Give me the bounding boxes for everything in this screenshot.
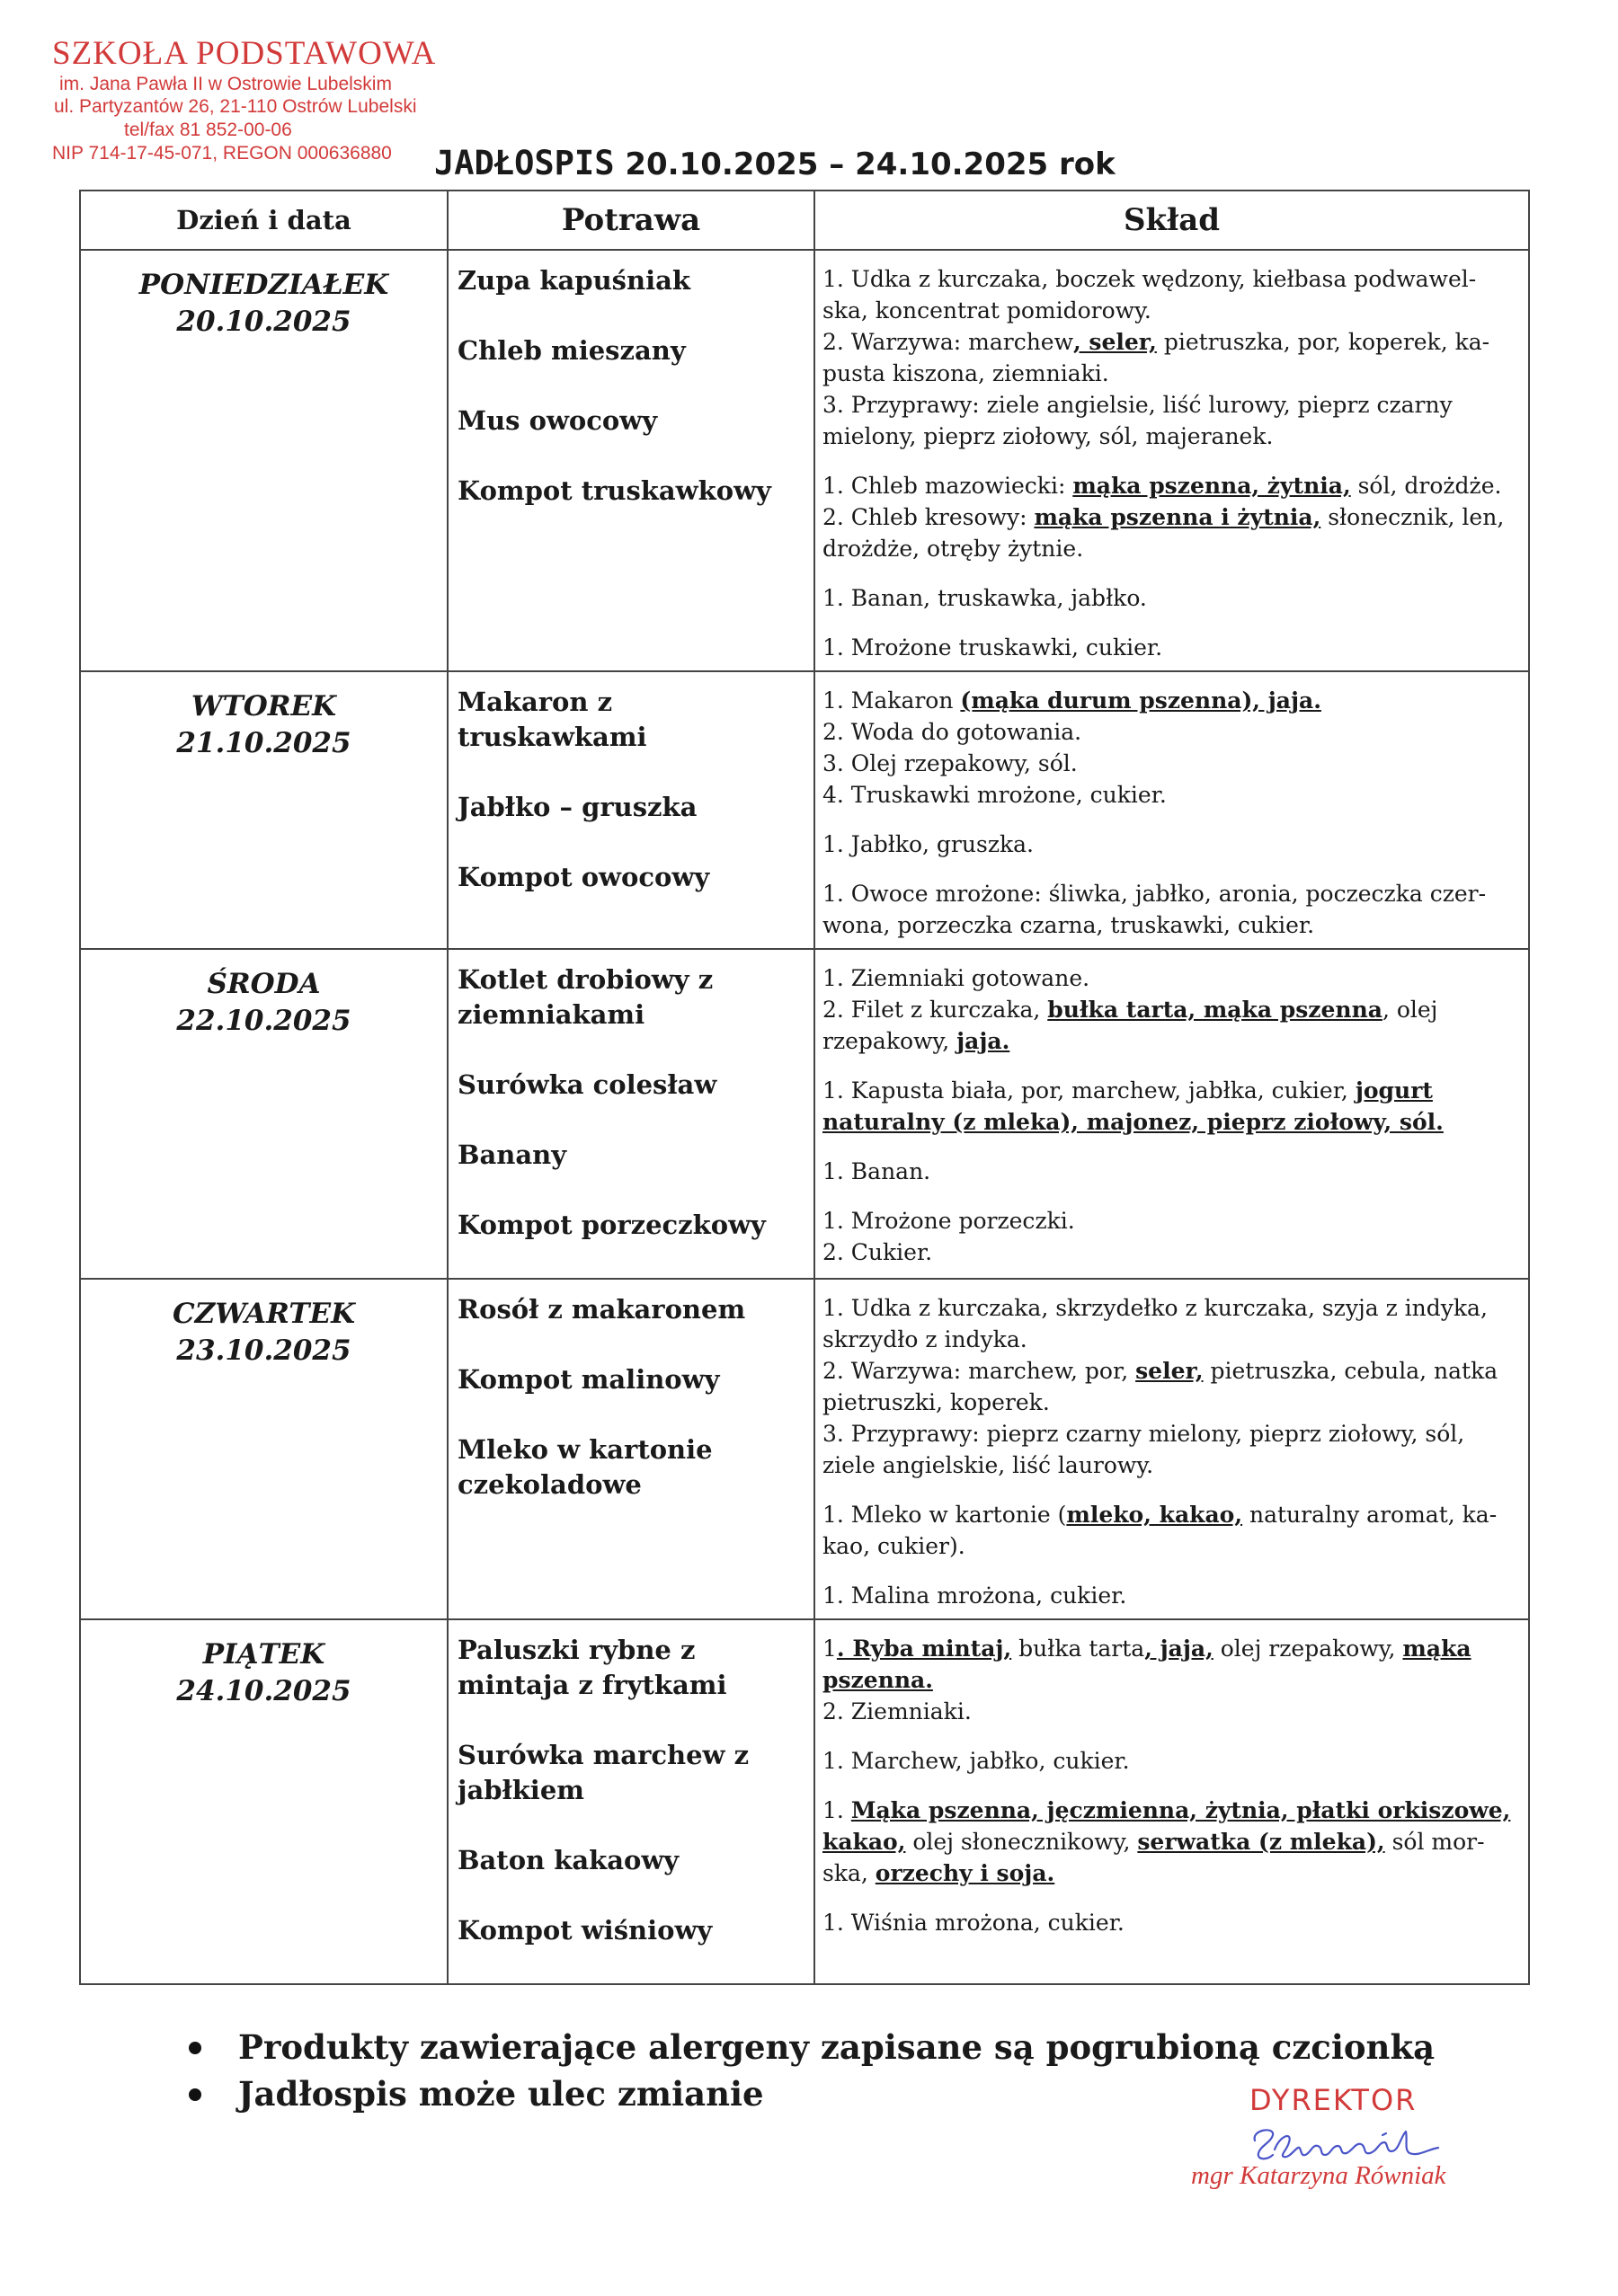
- allergen-text: bułka tarta, mąka pszenna: [1047, 997, 1382, 1023]
- ingredient-line: [822, 1633, 1516, 1664]
- ingredient-line: [822, 358, 1516, 389]
- stamp-address: ul. Partyzantów 26, 21-110 Ostrów Lubelski: [54, 96, 417, 118]
- day-cell: [80, 671, 448, 949]
- ingredient-line: [822, 1696, 1516, 1727]
- dish-name: Kompot malinowy: [458, 1364, 720, 1395]
- day-date: 20.10.2025: [176, 306, 351, 338]
- allergen-text: orzechy i soja.: [875, 1860, 1055, 1886]
- ingredient-group: [822, 1499, 1516, 1562]
- stamp-school-name: SZKOŁA PODSTAWOWA: [52, 35, 437, 72]
- composition-cell: [814, 1279, 1529, 1619]
- ingredient-text: 2. Warzywa: marchew: [822, 329, 1074, 355]
- ingredient-text: 1. Malina mrożona, cukier.: [822, 1582, 1127, 1609]
- ingredient-line: [822, 909, 1516, 941]
- ingredient-line: [822, 994, 1516, 1025]
- ingredient-line: [822, 1205, 1516, 1237]
- day-cell: [80, 250, 448, 671]
- ingredient-text: słonecznik, len,: [1320, 504, 1505, 530]
- ingredient-line: [822, 1075, 1516, 1106]
- ingredient-text: sól, drożdże.: [1350, 473, 1502, 499]
- ingredient-text: , olej: [1382, 997, 1438, 1023]
- dish-name: Mus owocowy: [458, 405, 658, 436]
- ingredient-text: pietruszki, koperek.: [822, 1389, 1050, 1415]
- ingredient-text: 1: [822, 1636, 837, 1662]
- ingredient-line: [822, 582, 1516, 614]
- dish-name: Paluszki rybne z mintaja z frytkami: [458, 1635, 727, 1700]
- page-title: [434, 144, 1116, 182]
- dish-name: Kotlet drobiowy z ziemniakami: [458, 964, 714, 1030]
- menu-row: [80, 949, 1529, 1279]
- dish-name: Zupa kapuśniak: [458, 265, 690, 296]
- dish-name: Surówka colesław: [458, 1069, 717, 1100]
- ingredient-group: [822, 829, 1516, 860]
- stamp-phone: tel/fax 81 852-00-06: [124, 119, 292, 140]
- ingredient-text: mielony, pieprz ziołowy, sól, majeranek.: [822, 423, 1274, 449]
- ingredient-group: [822, 1580, 1516, 1611]
- school-stamp: [52, 36, 436, 164]
- ingredient-group: [822, 1156, 1516, 1187]
- ingredient-group: [822, 582, 1516, 614]
- ingredient-group: [822, 1205, 1516, 1268]
- ingredient-group: [822, 1795, 1516, 1889]
- ingredient-text: kao, cukier).: [822, 1533, 965, 1559]
- ingredient-line: [822, 779, 1516, 811]
- note-changes: Jadłospis może ulec zmianie: [189, 2070, 1435, 2117]
- day-date: 22.10.2025: [176, 1005, 351, 1037]
- ingredient-text: 3. Przyprawy: ziele angielsie, liść lurowy, pieprz czarny: [822, 392, 1453, 418]
- ingredient-text: ska,: [822, 1860, 876, 1886]
- ingredient-group: [822, 263, 1516, 452]
- ingredient-text: 1. Mrożone porzeczki.: [822, 1208, 1075, 1234]
- ingredient-line: [822, 1025, 1516, 1057]
- ingredient-text: 1. Banan.: [822, 1158, 931, 1184]
- ingredient-line: [822, 1826, 1516, 1857]
- dish-name: Jabłko – gruszka: [458, 792, 698, 822]
- ingredient-text: 1. Makaron: [822, 687, 961, 714]
- dish-name: Banany: [458, 1139, 567, 1170]
- stamp-patron: im. Jana Pawła II w Ostrowie Lubelskim: [59, 73, 392, 94]
- ingredient-text: 3. Przyprawy: pieprz czarny mielony, pieprz ziołowy, sól,: [822, 1421, 1465, 1447]
- ingredient-line: [822, 1530, 1516, 1562]
- ingredient-text: ska, koncentrat pomidorowy.: [822, 297, 1151, 324]
- dishes-cell: [448, 949, 814, 1279]
- ingredient-group: [822, 1292, 1516, 1481]
- ingredient-group: [822, 878, 1516, 941]
- day-cell: [80, 1619, 448, 1984]
- day-cell: [80, 949, 448, 1279]
- day-date: 23.10.2025: [176, 1334, 351, 1367]
- ingredient-line: [822, 716, 1516, 748]
- ingredient-line: [822, 685, 1516, 716]
- dish-name: Rosół z makaronem: [458, 1294, 746, 1325]
- day-date: 21.10.2025: [176, 727, 351, 759]
- menu-row: [80, 250, 1529, 671]
- ingredient-text: wona, porzeczka czarna, truskawki, cukier.: [822, 912, 1315, 938]
- ingredient-text: pietruszka, por, koperek, ka-: [1156, 329, 1490, 355]
- ingredient-line: [822, 1795, 1516, 1826]
- ingredient-line: [822, 389, 1516, 421]
- allergen-text: jogurt: [1355, 1077, 1433, 1104]
- ingredient-line: [822, 1292, 1516, 1324]
- ingredient-text: pusta kiszona, ziemniaki.: [822, 360, 1109, 386]
- ingredient-text: 1. Udka z kurczaka, boczek wędzony, kiełbasa podwawel-: [822, 266, 1477, 292]
- ingredient-line: [822, 1387, 1516, 1418]
- ingredient-line: [822, 295, 1516, 326]
- dish-name: Mleko w kartonie czekoladowe: [458, 1434, 713, 1500]
- dish-name: Chleb mieszany: [458, 335, 686, 366]
- allergen-text: mąka pszenna, żytnia,: [1072, 473, 1351, 499]
- ingredient-text: 1. Kapusta biała, por, marchew, jabłka, cukier,: [822, 1077, 1356, 1104]
- ingredient-text: 1. Owoce mrożone: śliwka, jabłko, aronia, poczeczka czer-: [822, 881, 1487, 907]
- dish-name: Kompot truskawkowy: [458, 475, 771, 506]
- composition-cell: [814, 250, 1529, 671]
- ingredient-text: 3. Olej rzepakowy, sól.: [822, 750, 1078, 776]
- ingredient-group: [822, 470, 1516, 564]
- ingredient-text: 1.: [822, 1797, 851, 1823]
- ingredient-text: 2. Cukier.: [822, 1239, 933, 1265]
- header-composition: Skład: [814, 191, 1529, 250]
- stamp-tax-ids: NIP 714-17-45-071, REGON 000636880: [52, 142, 392, 164]
- allergen-text: Mąka pszenna, jęczmienna, żytnia, płatki orkiszowe,: [850, 1797, 1511, 1823]
- allergen-text: pszenna.: [822, 1667, 933, 1693]
- dish-name: Kompot wiśniowy: [458, 1915, 713, 1946]
- ingredient-line: [822, 1857, 1516, 1889]
- title-dates: 20.10.2025 – 24.10.2025 rok: [625, 146, 1116, 182]
- ingredient-line: [822, 1418, 1516, 1449]
- ingredient-group: [822, 1075, 1516, 1138]
- ingredient-text: olej słonecznikowy,: [905, 1829, 1138, 1855]
- ingredient-line: [822, 1106, 1516, 1138]
- dish-name: Kompot porzeczkowy: [458, 1210, 766, 1240]
- ingredient-text: 1. Chleb mazowiecki:: [822, 473, 1073, 499]
- ingredient-line: [822, 1449, 1516, 1481]
- ingredient-group: [822, 962, 1516, 1057]
- ingredient-line: [822, 1324, 1516, 1355]
- allergen-text: . Ryba mintaj,: [836, 1636, 1012, 1662]
- day-name: ŚRODA: [207, 968, 321, 1000]
- allergen-text: (mąka durum pszenna), jaja.: [960, 687, 1321, 714]
- day-name: PONIEDZIAŁEK: [138, 269, 389, 301]
- ingredient-group: [822, 1633, 1516, 1727]
- ingredient-text: rzepakowy,: [822, 1028, 957, 1054]
- dish-name: Baton kakaowy: [458, 1845, 680, 1875]
- allergen-text: mąka: [1402, 1636, 1471, 1662]
- allergen-text: serwatka (z mleka),: [1137, 1829, 1385, 1855]
- dishes-cell: [448, 250, 814, 671]
- ingredient-text: 2. Ziemniaki.: [822, 1698, 972, 1724]
- ingredient-line: [822, 962, 1516, 994]
- ingredient-line: [822, 533, 1516, 564]
- menu-table: [79, 190, 1530, 1985]
- ingredient-text: 1. Marchew, jabłko, cukier.: [822, 1748, 1130, 1774]
- ingredient-text: 1. Mleko w kartonie (: [822, 1502, 1067, 1528]
- ingredient-text: 2. Warzywa: marchew, por,: [822, 1358, 1136, 1384]
- composition-cell: [814, 671, 1529, 949]
- allergen-text: kakao,: [822, 1829, 906, 1855]
- footer-notes: [189, 2024, 1435, 2117]
- ingredient-text: 1. Ziemniaki gotowane.: [822, 965, 1090, 991]
- ingredient-group: [822, 685, 1516, 811]
- ingredient-line: [822, 1580, 1516, 1611]
- ingredient-text: 1. Wiśnia mrożona, cukier.: [822, 1910, 1125, 1936]
- director-title: DYREKTOR: [1249, 2083, 1418, 2117]
- ingredient-line: [822, 1355, 1516, 1387]
- ingredient-line: [822, 748, 1516, 779]
- ingredient-text: skrzydło z indyka.: [822, 1326, 1027, 1352]
- ingredient-line: [822, 829, 1516, 860]
- ingredient-group: [822, 1907, 1516, 1938]
- ingredient-line: [822, 1907, 1516, 1938]
- ingredient-line: [822, 501, 1516, 533]
- day-date: 24.10.2025: [176, 1675, 351, 1707]
- ingredient-group: [822, 632, 1516, 663]
- ingredient-line: [822, 1664, 1516, 1696]
- allergen-text: seler,: [1135, 1358, 1204, 1384]
- ingredient-text: bułka tarta: [1011, 1636, 1145, 1662]
- ingredient-text: 1. Mrożone truskawki, cukier.: [822, 634, 1163, 660]
- allergen-text: naturalny (z mleka), majonez, pieprz ziołowy, sól.: [822, 1109, 1444, 1135]
- ingredient-text: drożdże, otręby żytnie.: [822, 536, 1084, 562]
- composition-cell: [814, 949, 1529, 1279]
- ingredient-line: [822, 1499, 1516, 1530]
- ingredient-line: [822, 470, 1516, 501]
- ingredient-text: 1. Udka z kurczaka, skrzydełko z kurczaka, szyja z indyka,: [822, 1295, 1488, 1321]
- dish-name: Surówka marchew z jabłkiem: [458, 1740, 750, 1805]
- ingredient-line: [822, 1745, 1516, 1777]
- ingredient-text: sól mor-: [1384, 1829, 1485, 1855]
- ingredient-text: 4. Truskawki mrożone, cukier.: [822, 782, 1167, 808]
- handwritten-signature: [1248, 2123, 1463, 2166]
- ingredient-line: [822, 421, 1516, 452]
- ingredient-line: [822, 878, 1516, 909]
- header-dish: Potrawa: [448, 191, 814, 250]
- ingredient-line: [822, 263, 1516, 295]
- ingredient-text: 2. Filet z kurczaka,: [822, 997, 1048, 1023]
- ingredient-text: naturalny aromat, ka-: [1242, 1502, 1498, 1528]
- ingredient-line: [822, 326, 1516, 358]
- director-name: mgr Katarzyna Równiak: [1191, 2161, 1446, 2190]
- ingredient-line: [822, 1237, 1516, 1268]
- dishes-cell: [448, 1279, 814, 1619]
- ingredient-text: 1. Banan, truskawka, jabłko.: [822, 585, 1147, 611]
- ingredient-group: [822, 1745, 1516, 1777]
- ingredient-text: olej rzepakowy,: [1213, 1636, 1403, 1662]
- menu-row: [80, 1619, 1529, 1984]
- header-row: [80, 191, 1529, 250]
- allergen-text: mleko, kakao,: [1066, 1502, 1243, 1528]
- dish-name: Kompot owocowy: [458, 862, 710, 892]
- title-word: JADŁOSPIS: [434, 144, 615, 182]
- ingredient-text: 2. Chleb kresowy:: [822, 504, 1035, 530]
- ingredient-line: [822, 1156, 1516, 1187]
- allergen-text: mąka pszenna i żytnia,: [1034, 504, 1321, 530]
- ingredient-text: ziele angielskie, liść laurowy.: [822, 1452, 1154, 1478]
- allergen-text: jaja.: [956, 1028, 1010, 1054]
- header-day: Dzień i data: [80, 191, 448, 250]
- composition-cell: [814, 1619, 1529, 1984]
- dish-name: Makaron z truskawkami: [458, 687, 647, 752]
- dishes-cell: [448, 671, 814, 949]
- day-cell: [80, 1279, 448, 1619]
- ingredient-text: 2. Woda do gotowania.: [822, 719, 1082, 745]
- day-name: PIĄTEK: [202, 1638, 325, 1671]
- day-name: CZWARTEK: [172, 1298, 356, 1330]
- ingredient-line: [822, 632, 1516, 663]
- allergen-text: , seler,: [1073, 329, 1157, 355]
- ingredient-text: pietruszka, cebula, natka: [1203, 1358, 1498, 1384]
- day-name: WTOREK: [191, 690, 337, 722]
- dishes-cell: [448, 1619, 814, 1984]
- menu-row: [80, 671, 1529, 949]
- ingredient-text: 1. Jabłko, gruszka.: [822, 831, 1034, 857]
- allergen-text: , jaja,: [1144, 1636, 1214, 1662]
- menu-row: [80, 1279, 1529, 1619]
- note-allergens: Produkty zawierające alergeny zapisane są pogrubioną czcionką: [189, 2024, 1435, 2070]
